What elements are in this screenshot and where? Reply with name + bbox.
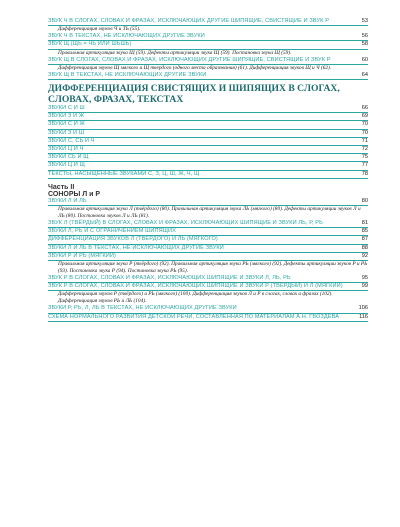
toc-entry-title: ЗВУК Л (ТВЁРДЫЙ) В СЛОГАХ, СЛОВАХ И ФРАЗАХ, ИСКЛЮЧАЮЩИХ ШИПЯЩИЕ И ЗВУКИ ЛЬ, Р, РЬ bbox=[48, 220, 323, 227]
toc-entry[interactable] bbox=[48, 138, 368, 146]
toc-page-number: 69 bbox=[361, 113, 368, 120]
toc-page-number: 75 bbox=[361, 154, 368, 161]
toc-entry-line bbox=[48, 72, 368, 80]
part-label: Часть II bbox=[48, 183, 75, 191]
toc-entry-title: ЗВУК Щ В СЛОГАХ, СЛОВАХ И ФРАЗАХ, ИСКЛЮЧАЮЩИХ ДРУГИЕ ШИПЯЩИЕ, СВИСТЯЩИЕ И ЗВУК Р bbox=[48, 56, 331, 63]
toc-entry-line bbox=[48, 113, 368, 121]
toc-entry-line bbox=[48, 41, 368, 49]
toc-entry-title: ЗВУКИ Ц И Ч bbox=[48, 146, 84, 153]
toc-entry[interactable] bbox=[48, 130, 368, 138]
toc-entry[interactable] bbox=[48, 146, 368, 154]
toc-entry[interactable] bbox=[48, 57, 368, 72]
toc-entry-title: ЗВУКИ Ц И Щ bbox=[48, 162, 85, 169]
toc-page-number: 87 bbox=[361, 236, 368, 243]
toc-page-number: 71 bbox=[361, 137, 368, 144]
toc-entry-line bbox=[48, 138, 368, 146]
toc-entry-title: ЗВУК Ч В ТЕКСТАХ, НЕ ИСКЛЮЧАЮЩИХ ДРУГИЕ ЗВУКИ bbox=[48, 33, 205, 40]
toc-entry-title: ЗВУКИ Л И ЛЬ В ТЕКСТАХ, НЕ ИСКЛЮЧАЮЩИХ ДРУГИЕ ЗВУКИ bbox=[48, 244, 224, 251]
toc-entry-line bbox=[48, 171, 368, 179]
toc-entry[interactable] bbox=[48, 41, 368, 56]
toc-entry[interactable] bbox=[48, 314, 368, 322]
toc-entry[interactable] bbox=[48, 171, 368, 179]
toc-entry-title: ЗВУК Ч В СЛОГАХ, СЛОВАХ И ФРАЗАХ, ИСКЛЮЧАЮЩИХ ДРУГИЕ ШИПЯЩИЕ, СВИСТЯЩИЕ И ЗВУК Р bbox=[48, 18, 330, 24]
toc-entry-title: ЗВУК Щ (ЩЬ = ЧЬ ИЛИ ШЬШЬ) bbox=[48, 41, 132, 48]
toc-page-number: 85 bbox=[361, 228, 368, 235]
toc-entry-line bbox=[48, 121, 368, 129]
toc-entry[interactable] bbox=[48, 33, 368, 41]
toc-entry-line bbox=[48, 162, 368, 170]
toc-page-number: 106 bbox=[358, 305, 368, 312]
toc-page-number: 72 bbox=[361, 146, 368, 153]
toc-page-number: 77 bbox=[361, 162, 368, 169]
toc-entry-line bbox=[48, 18, 368, 26]
toc-entry-title: ЗВУКИ С, СЬ И Ч bbox=[48, 137, 95, 144]
toc-entry-title: ЗВУКИ Л, РЬ И С ОГРАНИЧЕНИЕМ ШИПЯЩИХ bbox=[48, 228, 177, 235]
toc-entry-title: ЗВУКИ З И Ш bbox=[48, 129, 85, 136]
toc-block-2 bbox=[48, 105, 368, 179]
toc-entry-line bbox=[48, 314, 368, 322]
toc-entry-title: ЗВУКИ СЬ И Щ bbox=[48, 154, 89, 161]
toc-page-number: 92 bbox=[361, 252, 368, 259]
toc-page-number: 58 bbox=[361, 41, 368, 48]
toc-block-3 bbox=[48, 198, 368, 322]
toc-page-number: 60 bbox=[361, 56, 368, 63]
toc-entry[interactable] bbox=[48, 253, 368, 275]
toc-page-number: 64 bbox=[361, 71, 368, 78]
toc-page-number: 56 bbox=[361, 33, 368, 40]
toc-entry-line bbox=[48, 253, 368, 261]
toc-entry[interactable] bbox=[48, 245, 368, 253]
toc-entry[interactable] bbox=[48, 72, 368, 80]
toc-entry[interactable] bbox=[48, 198, 368, 220]
toc-entry[interactable] bbox=[48, 283, 368, 305]
toc-page bbox=[48, 18, 368, 322]
section-heading: ДИФФЕРЕНЦИАЦИЯ СВИСТЯЩИХ И ШИПЯЩИХ В СЛОГАХ, СЛОВАХ, ФРАЗАХ, ТЕКСТАХ bbox=[48, 83, 340, 106]
part-title: СОНОРЫ Л и Р bbox=[48, 190, 101, 198]
toc-entry-line bbox=[48, 105, 368, 113]
toc-page-number: 95 bbox=[361, 275, 368, 282]
toc-entry-note: Дифференциация звуков Ч и ТЬ (55). bbox=[58, 26, 141, 33]
toc-entry-title: ЗВУК Р В СЛОГАХ, СЛОВАХ И ФРАЗАХ, ИСКЛЮЧАЮЩИХ ШИПЯЩИЕ И ЗВУКИ Р (ТВЁРДЫЙ) И Л (МЯГКИЙ) bbox=[48, 283, 343, 290]
toc-entry-title: ЗВУКИ Р И РЬ (МЯГКИЙ) bbox=[48, 252, 116, 259]
toc-page-number: 88 bbox=[361, 244, 368, 251]
toc-entry[interactable] bbox=[48, 220, 368, 228]
toc-entry-line bbox=[48, 57, 368, 65]
toc-entry-line bbox=[48, 305, 368, 313]
toc-entry-title: ЗВУК Р В СЛОГАХ, СЛОВАХ И ФРАЗАХ, ИСКЛЮЧАЮЩИХ ШИПЯЩИЕ И ЗВУКИ Л, ЛЬ, РЬ bbox=[48, 275, 291, 282]
toc-entry-title: ЗВУКИ Р, РЬ, Л, ЛЬ В ТЕКСТАХ, НЕ ИСКЛЮЧАЮЩИХ ДРУГИЕ ЗВУКИ bbox=[48, 305, 237, 312]
toc-entry-title: ЗВУК Щ В ТЕКСТАХ, НЕ ИСКЛЮЧАЮЩИХ ДРУГИЕ ЗВУКИ bbox=[48, 71, 207, 78]
toc-entry-title: ЗВУКИ С И Ж bbox=[48, 121, 85, 128]
toc-entry-line bbox=[48, 236, 368, 244]
toc-page-number: 81 bbox=[361, 220, 368, 227]
toc-page-number: 80 bbox=[361, 197, 368, 204]
toc-entry[interactable] bbox=[48, 105, 368, 113]
toc-entry[interactable] bbox=[48, 154, 368, 162]
toc-page-number: 53 bbox=[361, 18, 368, 24]
toc-entry[interactable] bbox=[48, 236, 368, 244]
toc-entry[interactable] bbox=[48, 305, 368, 313]
toc-page-number: 70 bbox=[361, 121, 368, 128]
toc-entry-line bbox=[48, 130, 368, 138]
toc-entry[interactable] bbox=[48, 121, 368, 129]
toc-entry-title: ТЕКСТЫ, НАСЫЩЕННЫЕ ЗВУКАМИ С, З, Ц, Ш, Ж, Ч, Щ bbox=[48, 170, 200, 177]
toc-entry-title: ДИФФЕРЕНЦИАЦИЯ ЗВУКОВ Л (ТВЁРДОГО) И ЛЬ (МЯГКОГО) bbox=[48, 236, 218, 243]
toc-page-number: 99 bbox=[361, 283, 368, 290]
toc-entry[interactable] bbox=[48, 113, 368, 121]
toc-entry-note: Правильная артикуляция звука Р (твёрдого) (92). Правильная артикуляция звука РЬ (мягкого) (92). Дефекты артикуляции звуков Р и РЬ (93). Постановка звука Р (94). Постановка звука РЬ (95). bbox=[58, 261, 368, 275]
toc-entry-note: Правильная артикуляция звука Щ (59). Дефекты артикуляции звука Щ (59). Постановка звука Щ (59). bbox=[58, 49, 292, 56]
toc-page-number: 78 bbox=[361, 170, 368, 177]
toc-entry-line bbox=[48, 33, 368, 41]
toc-entry-title: ЗВУКИ З И Ж bbox=[48, 113, 85, 120]
toc-entry-title: ЗВУКИ Л И ЛЬ bbox=[48, 197, 87, 204]
toc-entry-line bbox=[48, 146, 368, 154]
toc-page-number: 66 bbox=[361, 105, 368, 112]
toc-page-number: 116 bbox=[359, 313, 368, 320]
toc-entry-title: СХЕМА НОРМАЛЬНОГО РАЗВИТИЯ ДЕТСКОЙ РЕЧИ, СОСТАВЛЕННАЯ ПО МАТЕРИАЛАМ А.Н. ГВОЗДЕВА bbox=[48, 313, 340, 320]
toc-entry-note: Правильная артикуляция звука Л (твёрдого) (80). Правильная артикуляция звука ЛЬ (мягкого) (80). Дефекты артикуляции звуков Л и ЛЬ (80). Постановка звуков Л и ЛЬ (81). bbox=[58, 206, 361, 220]
toc-page-number: 70 bbox=[361, 129, 368, 136]
toc-entry-line bbox=[48, 220, 368, 228]
toc-entry-line bbox=[48, 154, 368, 162]
toc-entry-line bbox=[48, 245, 368, 253]
toc-entry-line bbox=[48, 198, 368, 206]
toc-entry-note: Дифференциация звуков Р (твёрдого) и РЬ (мягкого) (100). Дифференциация звуков Л и Р в слогах, словах и фразах (102). Дифференциация звуков РЬ и ЛЬ (104). bbox=[58, 291, 333, 305]
toc-block-1 bbox=[48, 18, 368, 80]
toc-entry-title: ЗВУКИ С И Ш bbox=[48, 105, 85, 112]
toc-entry[interactable] bbox=[48, 162, 368, 170]
toc-entry[interactable] bbox=[48, 18, 368, 33]
toc-entry-note: Дифференциация звуков Щ мягкого и Щ твердого (одного места образования) (61). Дифференциация звуков Щ и Ч (62). bbox=[58, 64, 332, 71]
